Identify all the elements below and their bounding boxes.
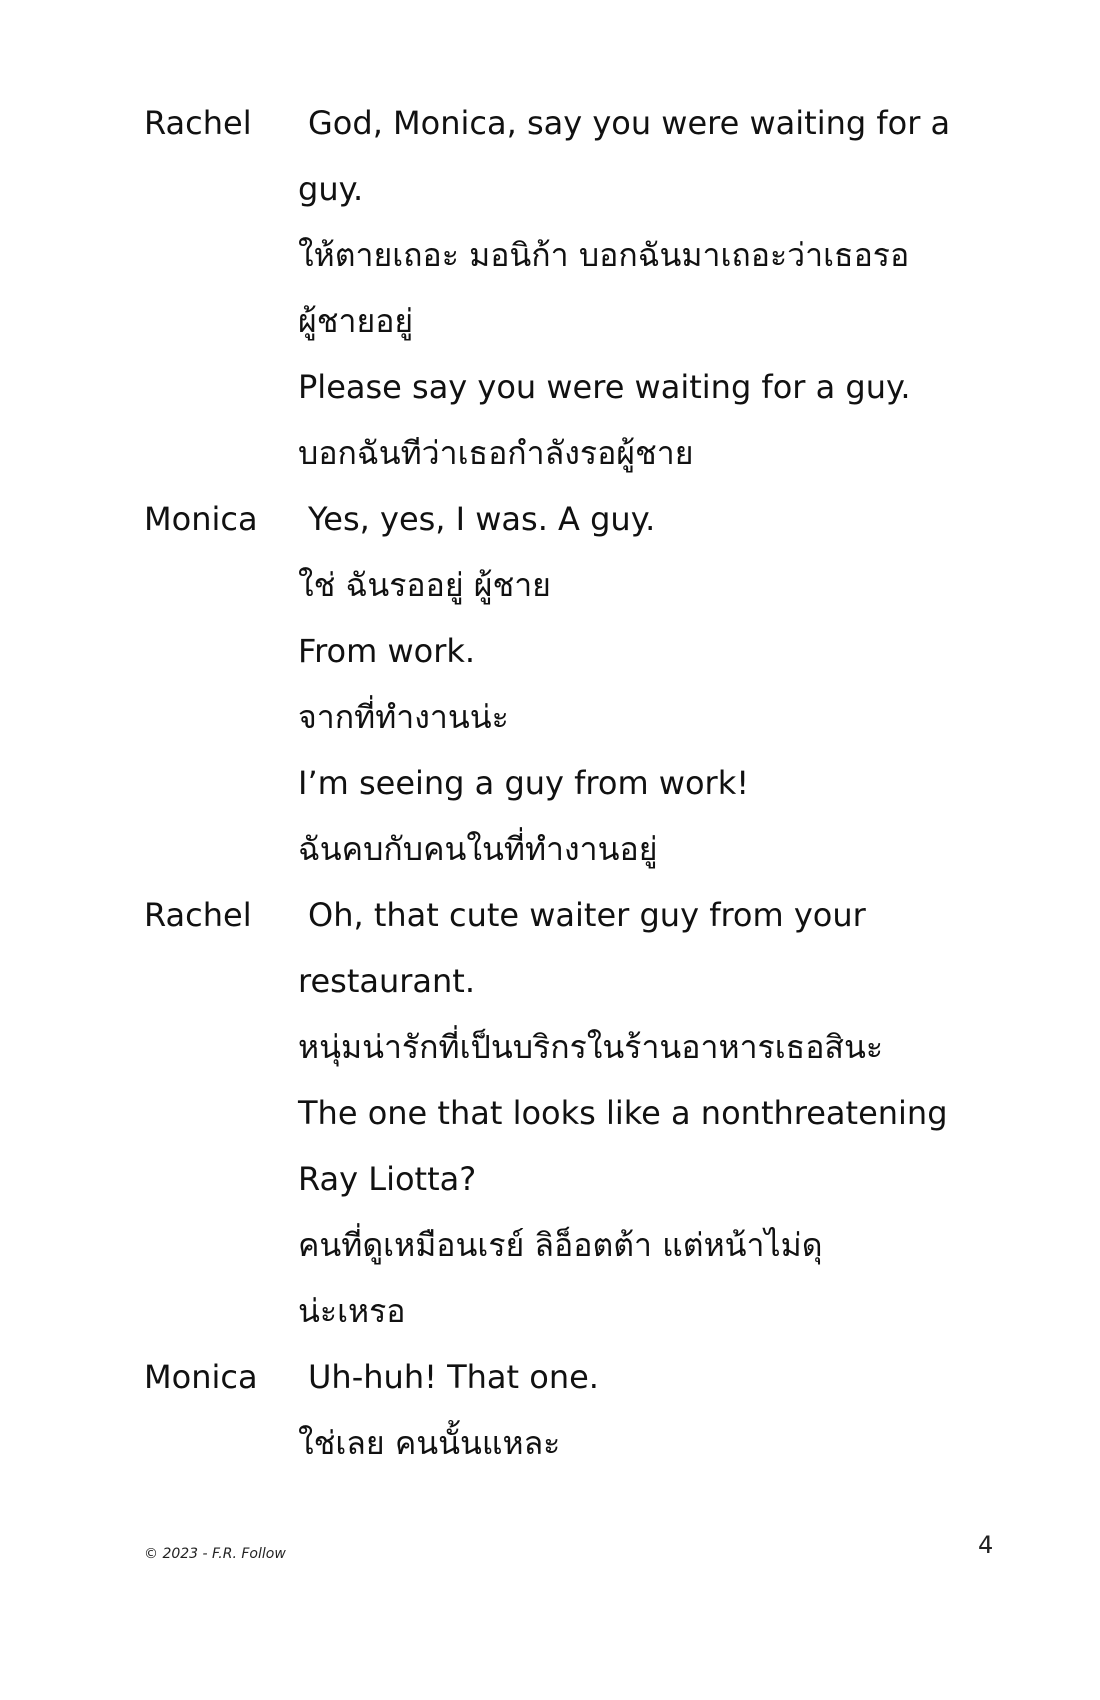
- dialogue-line: I’m seeing a guy from work!: [298, 764, 750, 802]
- dialogue-line: Please say you were waiting for a guy.: [298, 368, 911, 406]
- dialogue-line: ให้ตายเถอะ มอนิก้า บอกฉันมาเถอะว่าเธอรอ: [298, 236, 910, 274]
- dialogue-line: ฉันคบกับคนในที่ทำงานอยู่: [298, 830, 658, 868]
- dialogue-line: The one that looks like a nonthreatening: [298, 1094, 948, 1132]
- speaker-name: Rachel: [144, 896, 252, 934]
- speaker-name: Rachel: [144, 104, 252, 142]
- dialogue-line: God, Monica, say you were waiting for a: [308, 104, 951, 142]
- dialogue-line: น่ะเหรอ: [298, 1292, 406, 1330]
- dialogue-line: Uh-huh! That one.: [308, 1358, 599, 1396]
- copyright-notice: © 2023 - F.R. Follow: [144, 1546, 286, 1562]
- dialogue-line: Ray Liotta?: [298, 1160, 477, 1198]
- dialogue-line: From work.: [298, 632, 476, 670]
- dialogue-line: Oh, that cute waiter guy from your: [308, 896, 866, 934]
- dialogue-line: Yes, yes, I was. A guy.: [308, 500, 656, 538]
- dialogue-line: ผู้ชายอยู่: [298, 302, 414, 340]
- dialogue-line: คนที่ดูเหมือนเรย์ ลิอ็อตต้า แต่หน้าไม่ดุ: [298, 1226, 823, 1264]
- dialogue-lines: [298, 1344, 998, 1476]
- dialogue-line: restaurant.: [298, 962, 476, 1000]
- dialogue-lines: [298, 90, 998, 486]
- dialogue-lines: [298, 486, 998, 882]
- dialogue-line: guy.: [298, 170, 364, 208]
- speaker-name: Monica: [144, 1358, 258, 1396]
- dialogue-line: ใช่ ฉันรออยู่ ผู้ชาย: [298, 566, 551, 604]
- speaker-name: Monica: [144, 500, 258, 538]
- dialogue-line: ใช่เลย คนนั้นแหละ: [298, 1424, 561, 1462]
- dialogue-line: บอกฉันทีว่าเธอกำลังรอผู้ชาย: [298, 434, 694, 472]
- dialogue-lines: [298, 882, 998, 1344]
- page-number: 4: [978, 1531, 994, 1559]
- dialogue-line: จากที่ทำงานน่ะ: [298, 698, 509, 736]
- dialogue-line: หนุ่มน่ารักที่เป็นบริกรในร้านอาหารเธอสินะ: [298, 1028, 883, 1066]
